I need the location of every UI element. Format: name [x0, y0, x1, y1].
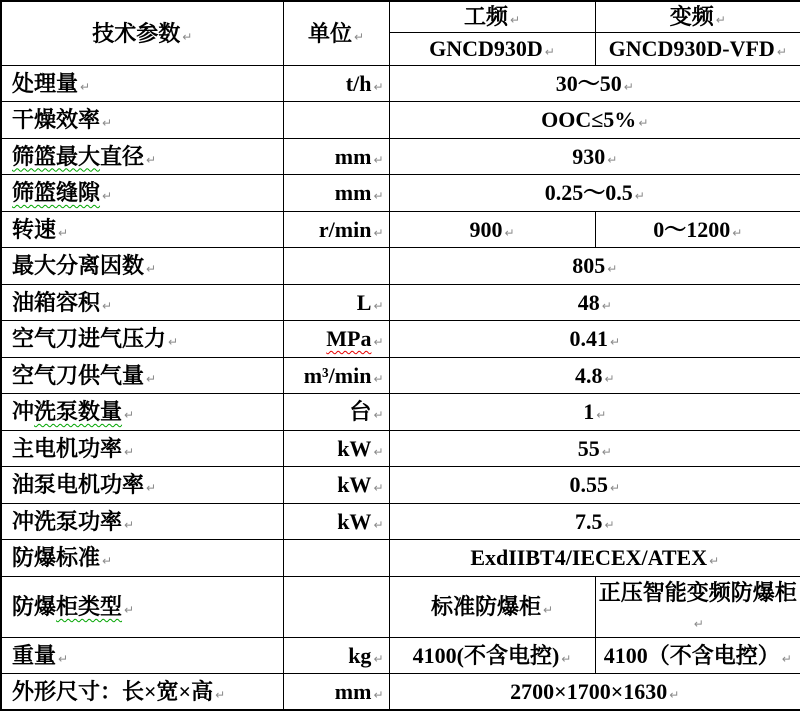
value-cell-power-frequency [389, 211, 595, 248]
model-a-label: GNCD930D [429, 35, 543, 61]
unit-cell [283, 321, 389, 358]
value-text: 1 [583, 399, 595, 424]
value-cell [389, 284, 800, 321]
unit-cell [283, 394, 389, 431]
unit-cell [283, 248, 389, 285]
table-row [1, 138, 800, 175]
paragraph-mark-icon: ↵ [544, 44, 555, 59]
paragraph-mark-icon: ↵ [373, 651, 384, 666]
table-row [1, 540, 800, 577]
value-cell-variable-frequency [595, 576, 800, 637]
param-label: 外形尺寸：长×宽×高 [12, 678, 214, 704]
header-variable-frequency-cell [595, 1, 800, 32]
value-text: 4.8 [574, 362, 603, 388]
table-row [1, 430, 800, 467]
value-cell-variable-frequency [595, 211, 800, 248]
param-cell [1, 321, 283, 358]
unit-cell [283, 674, 389, 711]
value-cell [389, 357, 800, 394]
paragraph-mark-icon: ↵ [373, 189, 384, 203]
unit-cell [283, 467, 389, 504]
paragraph-mark-icon: ↵ [102, 116, 113, 130]
paragraph-mark-icon: ↵ [607, 262, 618, 276]
paragraph-mark-icon: ↵ [607, 152, 618, 167]
model-b-cell [595, 32, 800, 65]
paragraph-mark-icon: ↵ [715, 13, 726, 27]
value-text: 805 [572, 253, 606, 278]
value-text: 2700×1700×1630 [510, 678, 668, 704]
param-label-spellcheck: 筛篮缝隙 [12, 180, 101, 205]
paragraph-mark-icon: ↵ [373, 444, 384, 459]
paragraph-mark-icon: ↵ [124, 517, 135, 532]
unit-cell [283, 357, 389, 394]
paragraph-mark-icon: ↵ [373, 517, 384, 532]
paragraph-mark-icon: ↵ [124, 602, 135, 617]
unit-cell [283, 65, 389, 102]
paragraph-mark-icon: ↵ [58, 225, 69, 240]
paragraph-mark-icon: ↵ [102, 554, 113, 568]
paragraph-mark-icon: ↵ [604, 371, 615, 386]
paragraph-mark-icon: ↵ [146, 262, 157, 276]
paragraph-mark-icon: ↵ [353, 29, 365, 44]
value-text: 0.55 [569, 472, 608, 497]
table-row [1, 175, 800, 212]
paragraph-mark-icon: ↵ [373, 481, 384, 495]
value-text: 930 [572, 143, 606, 169]
param-cell [1, 576, 283, 637]
param-label: 重量 [12, 642, 57, 668]
header-unit-label: 单位 [307, 20, 352, 46]
table-row [1, 321, 800, 358]
value-text: 0.25～0.5 [544, 180, 633, 205]
header-variable-frequency-label: 变频 [669, 4, 714, 29]
table-row [1, 357, 800, 394]
paragraph-mark-icon: ↵ [623, 79, 634, 94]
paragraph-mark-icon: ↵ [146, 152, 157, 167]
table-header-row [1, 1, 800, 32]
unit-cell [283, 430, 389, 467]
table-row [1, 211, 800, 248]
value-cell [389, 674, 800, 711]
paragraph-mark-icon: ↵ [609, 481, 621, 495]
paragraph-mark-icon: ↵ [80, 79, 91, 94]
paragraph-mark-icon: ↵ [693, 616, 704, 631]
param-label: 冲洗泵功率 [12, 508, 123, 534]
param-label-spellcheck: 洗泵数量 [34, 399, 123, 424]
paragraph-mark-icon: ↵ [638, 116, 649, 130]
param-label: 直径 [100, 143, 145, 169]
paragraph-mark-icon: ↵ [215, 687, 226, 702]
value-text: 0～1200 [653, 216, 731, 242]
unit-cell [283, 503, 389, 540]
value-text: 4100（不含电控） [603, 642, 780, 668]
model-b-label: GNCD930D-VFD [608, 35, 775, 61]
param-label: 防爆标准 [12, 545, 101, 570]
unit-cell [283, 540, 389, 577]
param-cell [1, 248, 283, 285]
param-cell [1, 540, 283, 577]
param-label: 转速 [12, 216, 57, 242]
paragraph-mark-icon: ↵ [373, 687, 384, 702]
param-label: 冲 [12, 399, 35, 424]
header-param-cell [1, 1, 283, 65]
value-cell [389, 394, 800, 431]
value-text: 48 [577, 289, 600, 315]
table-row [1, 65, 800, 102]
paragraph-mark-icon: ↵ [669, 687, 680, 702]
paragraph-mark-icon: ↵ [596, 408, 607, 422]
paragraph-mark-icon: ↵ [124, 408, 135, 422]
unit-label-spellcheck: MPa [326, 326, 372, 351]
header-unit-cell [283, 1, 389, 65]
paragraph-mark-icon: ↵ [604, 517, 615, 532]
unit-label: kg [348, 642, 372, 668]
table-row [1, 576, 800, 637]
value-cell-power-frequency [389, 576, 595, 637]
param-cell [1, 357, 283, 394]
paragraph-mark-icon: ↵ [373, 335, 384, 349]
value-cell [389, 503, 800, 540]
param-label: 处理量 [12, 70, 79, 96]
value-text: 900 [469, 216, 503, 242]
unit-label: mm [334, 180, 372, 205]
paragraph-mark-icon: ↵ [561, 651, 572, 666]
unit-label: mm [334, 143, 372, 169]
paragraph-mark-icon: ↵ [146, 481, 157, 495]
param-cell [1, 503, 283, 540]
unit-label: t/h [345, 70, 372, 96]
value-cell [389, 102, 800, 139]
param-label-spellcheck: 柜类型 [56, 593, 123, 619]
table-row [1, 503, 800, 540]
paragraph-mark-icon: ↵ [124, 444, 135, 459]
param-cell [1, 102, 283, 139]
param-cell [1, 674, 283, 711]
paragraph-mark-icon: ↵ [732, 225, 743, 240]
value-text: 标准防爆柜 [430, 593, 541, 619]
header-param-label: 技术参数 [92, 20, 181, 46]
value-cell-variable-frequency [595, 637, 800, 674]
unit-cell [283, 138, 389, 175]
header-power-frequency-label: 工频 [463, 4, 508, 29]
table-row [1, 467, 800, 504]
param-label: 油泵电机功率 [12, 472, 145, 497]
param-label: 空气刀供气量 [12, 362, 145, 388]
unit-label: m³/min [303, 362, 372, 388]
paragraph-mark-icon: ↵ [601, 298, 612, 313]
paragraph-mark-icon: ↵ [373, 408, 384, 422]
param-cell [1, 284, 283, 321]
paragraph-mark-icon: ↵ [373, 152, 384, 167]
table-row [1, 248, 800, 285]
header-power-frequency-cell [389, 1, 595, 32]
unit-cell [283, 637, 389, 674]
table-row [1, 637, 800, 674]
value-cell [389, 175, 800, 212]
unit-label: r/min [318, 216, 372, 242]
param-label: 干燥效率 [12, 107, 101, 132]
unit-cell [283, 576, 389, 637]
param-label: 主电机功率 [12, 435, 123, 461]
param-cell [1, 138, 283, 175]
paragraph-mark-icon: ↵ [102, 298, 113, 313]
value-cell [389, 65, 800, 102]
paragraph-mark-icon: ↵ [168, 335, 179, 349]
table-row [1, 394, 800, 431]
paragraph-mark-icon: ↵ [601, 444, 612, 459]
value-cell [389, 248, 800, 285]
value-cell [389, 321, 800, 358]
param-cell [1, 637, 283, 674]
paragraph-mark-icon: ↵ [504, 225, 515, 240]
unit-label: kW [337, 508, 372, 534]
paragraph-mark-icon: ↵ [102, 189, 113, 203]
value-text: ExdIIBT4/IECEX/ATEX [470, 545, 708, 570]
paragraph-mark-icon: ↵ [373, 79, 384, 94]
param-cell [1, 65, 283, 102]
param-cell [1, 175, 283, 212]
value-text: 55 [577, 435, 600, 461]
paragraph-mark-icon: ↵ [609, 335, 621, 349]
param-cell [1, 467, 283, 504]
value-text: 0.41 [569, 326, 608, 351]
paragraph-mark-icon: ↵ [182, 29, 193, 44]
value-cell [389, 430, 800, 467]
paragraph-mark-icon: ↵ [58, 651, 69, 666]
paragraph-mark-icon: ↵ [373, 298, 384, 313]
value-text: 30～50 [555, 70, 622, 96]
value-cell [389, 540, 800, 577]
table-row [1, 284, 800, 321]
paragraph-mark-icon: ↵ [776, 44, 787, 59]
model-a-cell [389, 32, 595, 65]
value-cell-power-frequency [389, 637, 595, 674]
paragraph-mark-icon: ↵ [781, 651, 792, 666]
paragraph-mark-icon: ↵ [373, 225, 384, 240]
value-text: OOC≤5% [541, 107, 637, 132]
param-cell [1, 430, 283, 467]
paragraph-mark-icon: ↵ [542, 602, 554, 617]
unit-cell [283, 175, 389, 212]
value-cell [389, 138, 800, 175]
unit-label: L [356, 289, 372, 315]
value-text: 4100(不含电控) [412, 642, 560, 668]
paragraph-mark-icon: ↵ [509, 13, 521, 27]
unit-label: mm [334, 678, 372, 704]
param-label: 最大分离因数 [12, 253, 145, 278]
value-cell [389, 467, 800, 504]
param-label: 空气刀进气压力 [12, 326, 167, 351]
unit-label: 台 [349, 399, 372, 424]
value-text: 7.5 [574, 508, 603, 534]
unit-label: kW [337, 472, 372, 497]
table-row [1, 102, 800, 139]
param-label: 防爆 [12, 593, 57, 619]
param-label: 油箱容积 [12, 289, 101, 315]
paragraph-mark-icon: ↵ [709, 554, 720, 568]
param-cell [1, 211, 283, 248]
param-label-spellcheck: 筛篮最大 [12, 143, 101, 169]
param-cell [1, 394, 283, 431]
unit-cell [283, 211, 389, 248]
paragraph-mark-icon: ↵ [634, 189, 645, 203]
unit-label: kW [337, 435, 372, 461]
unit-cell [283, 102, 389, 139]
paragraph-mark-icon: ↵ [373, 371, 384, 386]
unit-cell [283, 284, 389, 321]
table-row [1, 674, 800, 711]
paragraph-mark-icon: ↵ [146, 371, 157, 386]
value-text: 正压智能变频防爆柜 [598, 580, 797, 605]
